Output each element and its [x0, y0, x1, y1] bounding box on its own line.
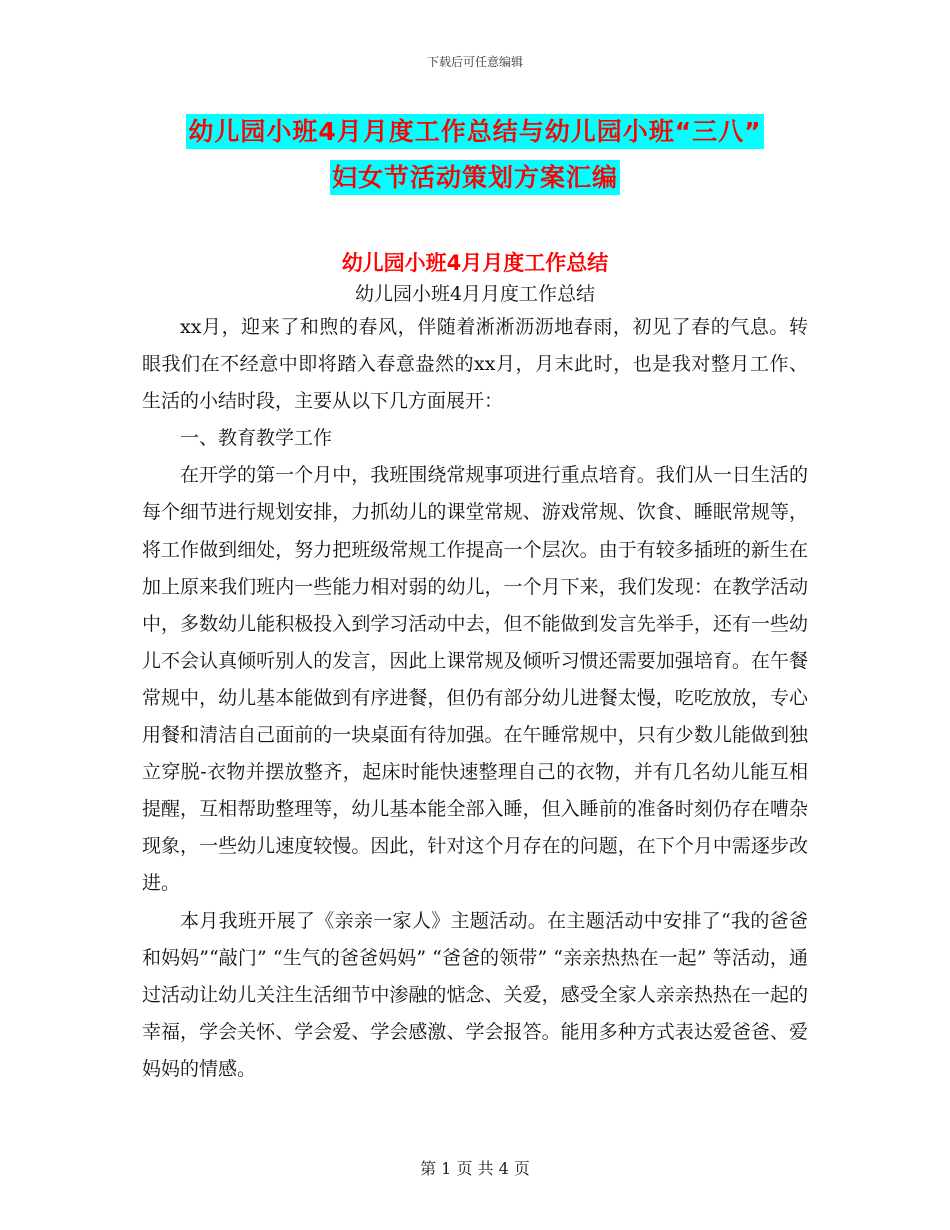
header-note: 下载后可任意编辑	[426, 55, 523, 69]
paragraph-intro: xx月，迎来了和煦的春风，伴随着淅淅沥沥地春雨，初见了春的气息。转眼我们在不经意中即将踏入春意盎然的xx月，月末此时，也是我对整月工作、生活的小结时段，主要从以下几方面展开：	[142, 316, 808, 413]
document-title-line-1	[0, 112, 950, 148]
section-subheading: 幼儿园小班4月月度工作总结	[354, 283, 596, 305]
paragraph-theme-activity: 本月我班开展了《亲亲一家人》主题活动。在主题活动中安排了“我的爸爸和妈妈”“敲门” “生气的爸爸妈妈” “爸爸的领带” “亲亲热热在一起” 等活动，通过活动让幼儿关注生活细节中渗融的惦念、关爱，感受全家人亲亲热热在一起的幸福，学会关怀、学会爱、学会感激、学会报答。能用多种方式表达爱爸爸、爱妈妈的情感。	[142, 909, 808, 1080]
document-title-line-2	[0, 158, 950, 194]
paragraph-heading-education: 一、教育教学工作	[180, 427, 333, 450]
body-text	[142, 309, 808, 1088]
section-heading: 幼儿园小班4月月度工作总结	[341, 251, 609, 275]
paragraph-routine: 在开学的第一个月中，我班围绕常规事项进行重点培育。我们从一日生活的每个细节进行规划安排，力抓幼儿的课堂常规、游戏常规、饮食、睡眠常规等，将工作做到细处，努力把班级常规工作提高一个层次。由于有较多插班的新生在加上原来我们班内一些能力相对弱的幼儿，一个月下来，我们发现：在教学活动中，多数幼儿能积极投入到学习活动中去，但不能做到发言先举手，还有一些幼儿不会认真倾听别人的发言，因此上课常规及倾听习惯还需要加强培育。在午餐常规中，幼儿基本能做到有序进餐，但仍有部分幼儿进餐太慢，吃吃放放，专心用餐和清洁自己面前的一块桌面有待加强。在午睡常规中，只有少数儿能做到独立穿脱-衣物并摆放整齐，起床时能快速整理自己的衣物，并有几名幼儿能互相提醒，互相帮助整理等，幼儿基本能全部入睡，但入睡前的准备时刻仍存在嘈杂现象，一些幼儿速度较慢。因此，针对这个月存在的问题，在下个月中需逐步改进。	[142, 464, 808, 895]
page-footer: 第 1 页 共 4 页	[420, 1159, 530, 1178]
title-highlight-1: 幼儿园小班4月月度工作总结与幼儿园小班“三八”	[186, 114, 763, 149]
title-highlight-2: 妇女节活动策划方案汇编	[330, 160, 620, 195]
